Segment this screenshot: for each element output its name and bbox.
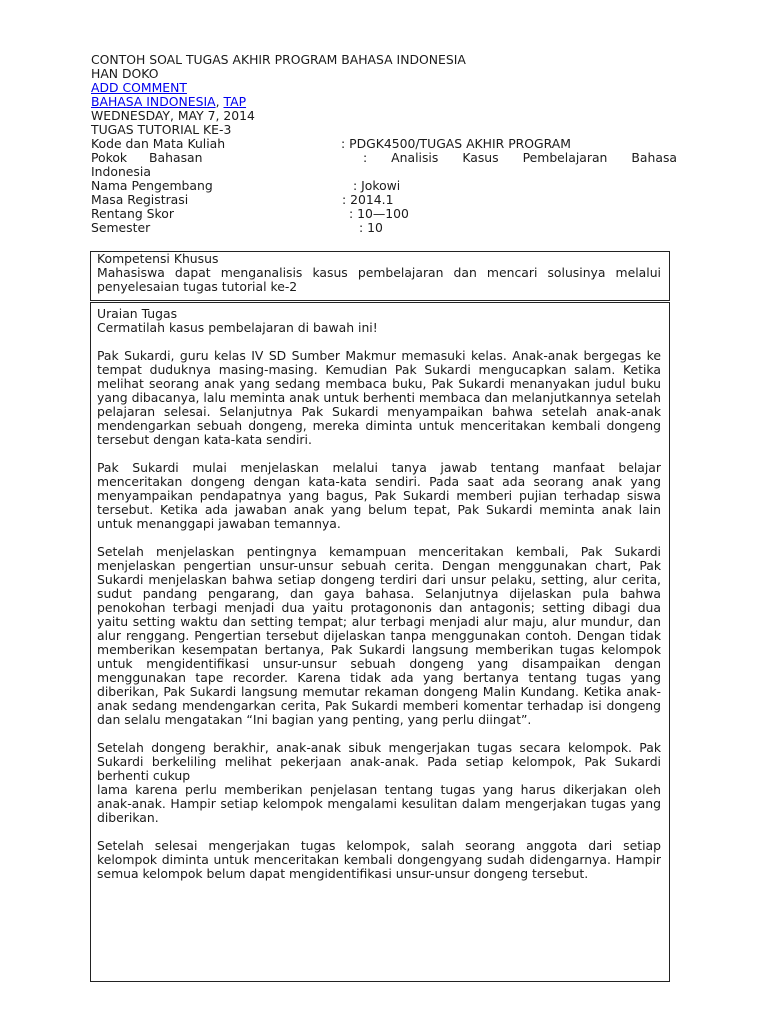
uraian-paragraph: Setelah menjelaskan pentingnya kemampuan menceritakan kembali, Pak Sukardi menjelaskan pengertian unsur-unsur sebuah cerita. Dengan menggunakan chart, Pak Sukardi menjelaskan bahwa setiap dongeng terdiri dari unsur pelaku, setting, alur cerita, sudut pandang pengarang, dan gaya bahasa. Selanjutnya dijelaskan pula bahwa penokohan terbagi menjadi dua yaitu protagononis dan antagonis; setting dibagi dua yaitu setting waktu dan setting tempat; alur terbagi menjadi alur maju, alur mundur, dan alur renggang. Pengertian tersebut dijelaskan tanpa menggunakan contoh. Dengan tidak memberikan kesempatan bertanya, Pak Sukardi langsung memberikan tugas kelompok untuk mengidentifikasi unsur-unsur sebuah dongeng yang disampaikan dengan menggunakan tape recorder. Karena tidak ada yang bertanya tentang tugas yang diberikan, Pak Sukardi langsung memutar rekaman dongeng Malin Kundang. Ketika anak-anak sedang mendengarkan cerita, Pak Sukardi memberi komentar terhadap isi dongeng dan selalu mengatakan “Ini bagian yang penting, yang perlu diingat”.: [97, 544, 661, 727]
meta-label: Rentang Skor: [91, 206, 174, 221]
post-date: WEDNESDAY, MAY 7, 2014: [91, 108, 255, 123]
meta-row-semester: [91, 221, 681, 235]
uraian-heading: Uraian Tugas: [97, 306, 178, 321]
meta-row-pokok: [91, 151, 681, 179]
add-comment-link[interactable]: ADD COMMENT: [91, 80, 187, 95]
meta-value: : Jokowi: [353, 178, 401, 193]
meta-row-kode: [91, 137, 681, 151]
post-title: CONTOH SOAL TUGAS AKHIR PROGRAM BAHASA INDONESIA: [91, 52, 466, 67]
meta-value: : 2014.1: [342, 192, 394, 207]
meta-label: Kode dan Mata Kuliah: [91, 136, 226, 151]
meta-label: Masa Registrasi: [91, 192, 189, 207]
uraian-paragraph: Setelah selesai mengerjakan tugas kelompok, salah seorang anggota dari setiap kelompok diminta untuk menceritakan kembali dongengyang sudah didengarnya. Hampir semua kelompok belum dapat mengidentifikasi unsur-unsur dongeng tersebut.: [97, 838, 661, 881]
meta-label: Pokok Bahasan: [91, 150, 203, 165]
kompetensi-box: [90, 251, 670, 301]
uraian-paragraph: Pak Sukardi, guru kelas IV SD Sumber Makmur memasuki kelas. Anak-anak bergegas ke tempat duduknya masing-masing. Kemudian Pak Sukardi mengucapkan salam. Ketika melihat seorang anak yang sedang membaca buku, Pak Sukardi menanyakan judul buku yang dibacanya, lalu meminta anak untuk berhenti membaca dan melanjutkannya setelah pelajaran selesai. Selanjutnya Pak Sukardi menyampaikan bahwa setelah anak-anak mendengarkan sebuah dongeng, mereka diminta untuk menceritakan kembali dongeng tersebut dengan kata-kata sendiri.: [97, 348, 661, 447]
uraian-paragraph: lama karena perlu memberikan penjelasan tentang tugas yang harus dikerjakan oleh anak-anak. Hampir setiap kelompok mengalami kesulitan dalam mengerjakan tugas yang diberikan.: [97, 782, 661, 825]
kompetensi-text: Mahasiswa dapat menganalisis kasus pembelajaran dan mencari solusinya melalui penyelesaian tugas tutorial ke-2: [97, 265, 661, 294]
meta-label: Nama Pengembang: [91, 178, 213, 193]
meta-value: : 10: [359, 220, 383, 235]
meta-row-registrasi: [91, 193, 681, 207]
tag-link-tap[interactable]: TAP: [223, 94, 247, 109]
kompetensi-heading: Kompetensi Khusus: [97, 251, 219, 266]
meta-row-skor: [91, 207, 681, 221]
uraian-paragraph: Pak Sukardi mulai menjelaskan melalui tanya jawab tentang manfaat belajar menceritakan dongeng dengan kata-kata sendiri. Pada saat ada seorang anak yang menyampaikan pendapatnya yang bagus, Pak Sukardi memberi pujian terhadap siswa tersebut. Ketika ada jawaban anak yang belum tepat, Pak Sukardi meminta anak lain untuk menanggapi jawaban temannya.: [97, 460, 661, 531]
meta-row-pengembang: [91, 179, 681, 193]
meta-value-continued: Indonesia: [91, 164, 151, 179]
uraian-intro: Cermatilah kasus pembelajaran di bawah ini!: [97, 320, 378, 335]
tutorial-title: TUGAS TUTORIAL KE-3: [91, 122, 232, 137]
meta-value: : Analisis Kasus Pembelajaran Bahasa: [363, 150, 677, 165]
meta-value: : PDGK4500/TUGAS AKHIR PROGRAM: [341, 136, 571, 151]
uraian-box: [90, 302, 670, 982]
post-header: [91, 53, 681, 235]
tag-link-bahasa-indonesia[interactable]: BAHASA INDONESIA: [91, 94, 216, 109]
tag-separator: ,: [215, 94, 224, 109]
meta-label: Semester: [91, 220, 151, 235]
meta-value: : 10—100: [349, 206, 409, 221]
post-author: HAN DOKO: [91, 66, 159, 81]
uraian-paragraph: Setelah dongeng berakhir, anak-anak sibuk mengerjakan tugas secara kelompok. Pak Sukardi berkeliling melihat pekerjaan anak-anak. Pada setiap kelompok, Pak Sukardi berhenti cukup: [97, 740, 661, 783]
